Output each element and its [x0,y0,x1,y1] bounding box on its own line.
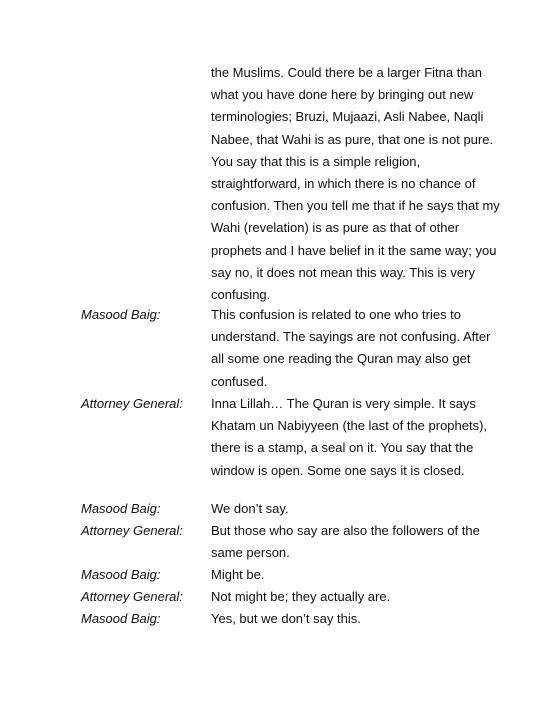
speaker-label: Masood Baig: [81,567,161,582]
speaker-label: Attorney General: [81,396,183,411]
speaker-label: Masood Baig: [81,307,161,322]
speech-text: But those who say are also the followers of the same person. [211,523,480,561]
speech-text: This confusion is related to one who tries to understand. The sayings are not confusing. After all some one reading the Quran may also get confused. [211,307,491,389]
speech-text: We don’t say. [211,501,289,516]
speaker-label: Attorney General: [81,523,183,538]
speaker-label: Masood Baig: [81,611,161,626]
speech-text: Yes, but we don’t say this. [211,611,361,626]
speech-text: Not might be; they actually are. [211,589,391,604]
continued-paragraph: the Muslims. Could there be a larger Fitna than what you have done here by bringing out new terminologies; Bruzi, Mujaazi, Asli Nabee, Naqli Nabee, that Wahi is as pure, that one is not pure. You say that this is a simple religion, straightforward, in which there is no chance of confusion. Then you tell me that if he says that my Wahi (revelation) is as pure as that of other prophets and I have belief in it the same way; you say no, it does not mean this way. This is very confusing. [211,65,500,303]
speaker-label: Masood Baig: [81,501,161,516]
speech-text: Inna Lillah… The Quran is very simple. It says Khatam un Nabiyyeen (the last of the prophets), there is a stamp, a seal on it. You say that the window is open. Some one says it is closed. [211,396,488,478]
speech-text: Might be. [211,567,265,582]
speaker-label: Attorney General: [81,589,183,604]
